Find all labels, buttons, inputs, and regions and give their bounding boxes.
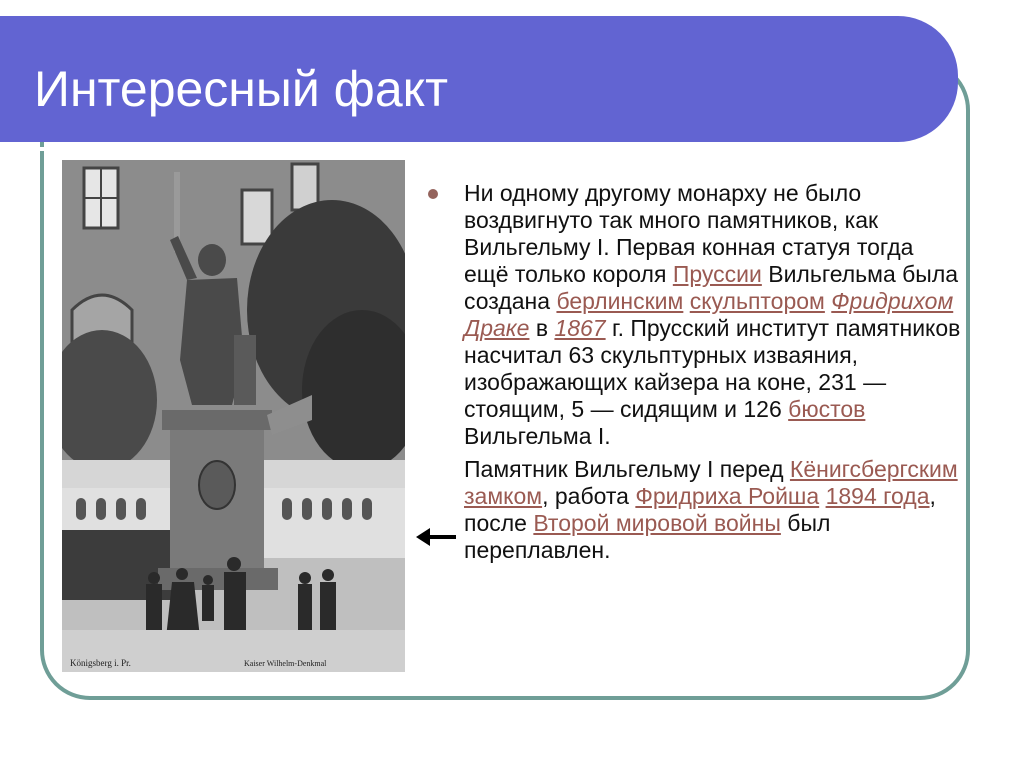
link-friedrich-reusch[interactable]: Фридриха Ройша [635,483,820,509]
monument-photo [62,160,405,672]
link-konigsberg-castle[interactable]: Кёнигсбергским замком [464,456,958,509]
bullet-dot-icon [428,189,438,199]
link-year-1894[interactable]: 1894 года [825,483,930,509]
bullet1-text-6: г. Прусский институт памятников насчитал 63 скульптурных изваяния, изображающих кайзера на коне, 231 — стоящим, 5 — сидящим и 126 [464,315,961,422]
bullet-list [464,180,964,570]
link-world-war-2[interactable]: Второй мировой войны [533,510,781,536]
title-underline [0,147,905,151]
link-busts[interactable]: бюстов [788,396,866,422]
link-friedrich-drake[interactable]: Фридрихом Драке [464,288,954,341]
link-berlin[interactable]: берлинским [556,288,684,314]
bullet1-text-2: Вильгельма была создана [464,261,959,314]
link-year-1867[interactable]: 1867 [554,315,606,341]
bullet1-text-5: в [529,315,555,341]
bullet2-text-5: был переплавлен. [464,510,831,563]
link-prussia[interactable]: Пруссии [672,261,762,287]
slide-title: Интересный факт [34,61,448,117]
photo-caption-left: Königsberg i. Pr. [70,658,131,668]
bullet-item-1 [464,180,964,450]
photo-caption-center: Kaiser Wilhelm-Denkmal [244,659,327,668]
arrow-left-icon [416,524,456,550]
bullet2-text-2: , работа [542,483,636,509]
link-sculptor[interactable]: скульптором [689,288,825,314]
bullet2-text-1: Памятник Вильгельму I перед [464,456,790,482]
bullet-item-2 [464,456,964,564]
bullet1-text-7: Вильгельма I. [464,423,611,449]
title-band [0,16,958,142]
bullet2-text-4: , после [464,483,936,536]
bullet1-text-1: Ни одному другому монарху не было воздвигнуто так много памятников, как Вильгельму I. Первая конная статуя тогда ещё только короля [464,180,914,287]
